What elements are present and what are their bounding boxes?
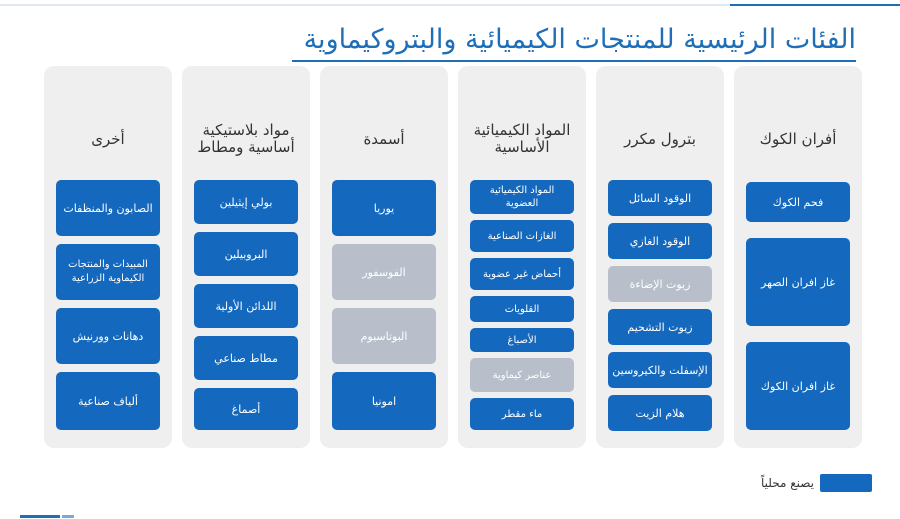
product-box: الغازات الصناعية [470, 220, 574, 252]
column-fertilizers [320, 66, 448, 448]
corner-mark [20, 515, 60, 518]
product-box-imported: عناصر كيماوية [470, 358, 574, 392]
product-box: بولي إيثيلين [194, 180, 298, 224]
product-box: الإسفلت والكيروسين [608, 352, 712, 388]
title-underline [292, 60, 856, 62]
product-box: المواد الكيميائية العضوية [470, 180, 574, 214]
column-coke [734, 66, 862, 448]
column-plastics-rubber [182, 66, 310, 448]
product-box: هلام الزيت [608, 395, 712, 431]
column-other [44, 66, 172, 448]
legend-swatch [820, 474, 872, 492]
column-heading: أفران الكوك [759, 129, 837, 148]
product-box: مطاط صناعي [194, 336, 298, 380]
product-box-imported: البوتاسيوم [332, 308, 436, 364]
column-heading: أخرى [91, 129, 125, 148]
product-box: يوريا [332, 180, 436, 236]
product-box: فحم الكوك [746, 182, 850, 222]
product-box: الوقود الغازي [608, 223, 712, 259]
top-rule [0, 4, 900, 6]
page-title: الفئات الرئيسية للمنتجات الكيميائية والبتروكيماوية [303, 24, 856, 55]
product-box: الصابون والمنظفات [56, 180, 160, 236]
product-box: ألياف صناعية [56, 372, 160, 430]
column-refined-petroleum [596, 66, 724, 448]
legend-label: يصنع محلياً [761, 476, 814, 490]
product-box: المبيدات والمنتجات الكيماوية الزراعية [56, 244, 160, 300]
product-box: الوقود السائل [608, 180, 712, 216]
column-basic-chemicals [458, 66, 586, 448]
product-box-imported: زيوت الإضاءة [608, 266, 712, 302]
product-box: ماء مقطر [470, 398, 574, 430]
product-box: أحماض غير عضوية [470, 258, 574, 290]
product-box: غاز افران الصهر [746, 238, 850, 326]
product-box: دهانات وورنيش [56, 308, 160, 364]
product-box: غاز افران الكوك [746, 342, 850, 430]
column-heading: المواد الكيميائية الأساسية [473, 121, 571, 156]
product-box: اللدائن الأولية [194, 284, 298, 328]
product-box: البروبيلين [194, 232, 298, 276]
product-box: القلويات [470, 296, 574, 322]
product-box: الأصباغ [470, 328, 574, 352]
product-box: أصماغ [194, 388, 298, 430]
column-heading: مواد بلاستيكية أساسية ومطاط [197, 121, 295, 156]
product-box: امونيا [332, 372, 436, 430]
column-heading: أسمدة [363, 129, 405, 148]
column-heading: بترول مكرر [624, 129, 696, 148]
product-box: زيوت التشحيم [608, 309, 712, 345]
corner-mark-secondary [62, 515, 74, 518]
product-box-imported: الفوسفور [332, 244, 436, 300]
